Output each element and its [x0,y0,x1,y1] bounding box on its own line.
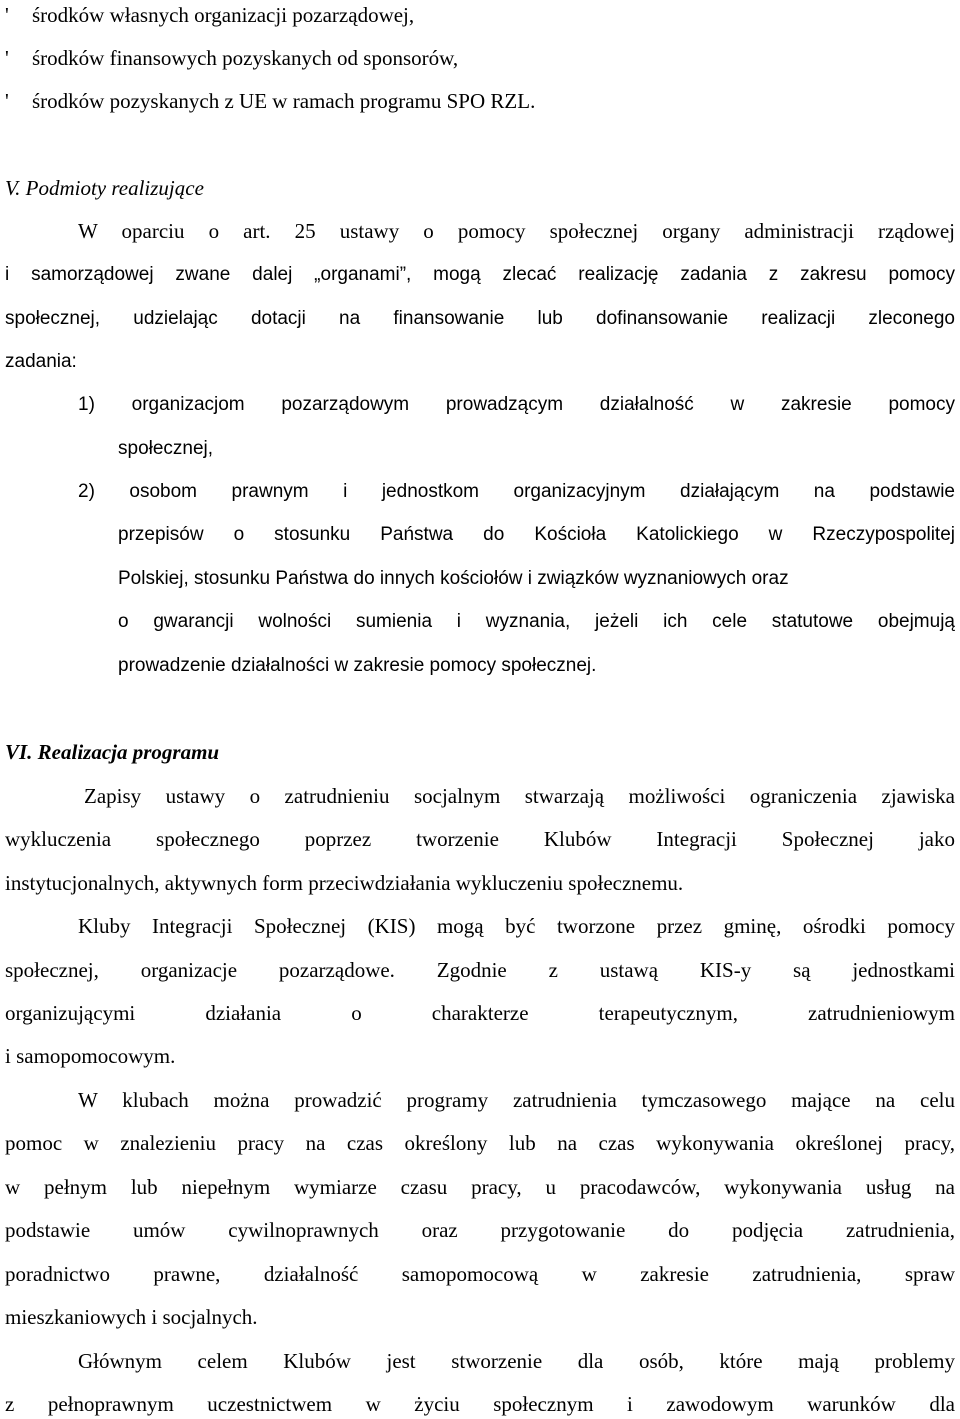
paragraph-line: poradnictwo prawne, działalność samopomocową w zakresie zatrudnienia, spraw [5,1262,955,1286]
paragraph-line: w pełnym lub niepełnym wymiarze czasu pracy, u pracodawców, wykonywania usług na [5,1175,955,1199]
paragraph-line: Kluby Integracji Społecznej (KIS) mogą być tworzone przez gminę, ośrodki pomocy [78,914,955,938]
paragraph-line: organizującymi działania o charakterze terapeutycznym, zatrudnieniowym [5,1001,955,1025]
list-item-continuation: społecznej, [118,438,214,459]
paragraph-line: mieszkaniowych i socjalnych. [5,1305,258,1329]
paragraph-line: pomoc w znalezieniu pracy na czas określony lub na czas wykonywania określonej pracy, [5,1131,955,1155]
bullet-mark: ' [5,3,9,27]
list-item-continuation: Polskiej, stosunku Państwa do innych kościołów i związków wyznaniowych oraz [118,568,789,589]
list-item: 1) organizacjom pozarządowym prowadzącym działalność w zakresie pomocy [78,394,955,415]
section-heading: VI. Realizacja programu [5,740,220,764]
paragraph-line: podstawie umów cywilnoprawnych oraz przygotowanie do podjęcia zatrudnienia, [5,1218,955,1242]
paragraph-line: Zapisy ustawy o zatrudnieniu socjalnym stwarzają możliwości ograniczenia zjawiska [84,784,955,808]
bullet-item: środków finansowych pozyskanych od sponsorów, [32,46,459,70]
section-heading: V. Podmioty realizujące [5,176,204,200]
list-item-continuation: o gwarancji wolności sumienia i wyznania, jeżeli ich cele statutowe obejmują [118,611,955,632]
paragraph-line: i samorządowej zwane dalej „organami”, mogą zlecać realizację zadania z zakresu pomocy [5,264,955,285]
bullet-item: środków pozyskanych z UE w ramach programu SPO RZL. [32,89,536,113]
bullet-mark: ' [5,89,9,113]
paragraph-line: zadania: [5,351,77,372]
bullet-item: środków własnych organizacji pozarządowej, [32,3,415,27]
bullet-mark: ' [5,46,9,70]
paragraph-line: W oparciu o art. 25 ustawy o pomocy społecznej organy administracji rządowej [78,219,955,243]
paragraph-line: W klubach można prowadzić programy zatrudnienia tymczasowego mające na celu [78,1088,955,1112]
paragraph-line: społecznej, organizacje pozarządowe. Zgodnie z ustawą KIS-y są jednostkami [5,958,955,982]
paragraph-line: wykluczenia społecznego poprzez tworzenie Klubów Integracji Społecznej jako [5,827,955,851]
paragraph-line: społecznej, udzielając dotacji na finansowanie lub dofinansowanie realizacji zleconego [5,308,955,329]
paragraph-line: i samopomocowym. [5,1044,176,1068]
list-item-continuation: przepisów o stosunku Państwa do Kościoła Katolickiego w Rzeczypospolitej [118,524,955,545]
paragraph-line: instytucjonalnych, aktywnych form przeciwdziałania wykluczeniu społecznemu. [5,871,684,895]
list-item-continuation: prowadzenie działalności w zakresie pomocy społecznej. [118,655,597,676]
paragraph-line: z pełnoprawnym uczestnictwem w życiu społecznym i zawodowym warunków dla [5,1392,955,1416]
list-item: 2) osobom prawnym i jednostkom organizacyjnym działającym na podstawie [78,481,955,502]
paragraph-line: Głównym celem Klubów jest stworzenie dla osób, które mają problemy [78,1349,955,1373]
